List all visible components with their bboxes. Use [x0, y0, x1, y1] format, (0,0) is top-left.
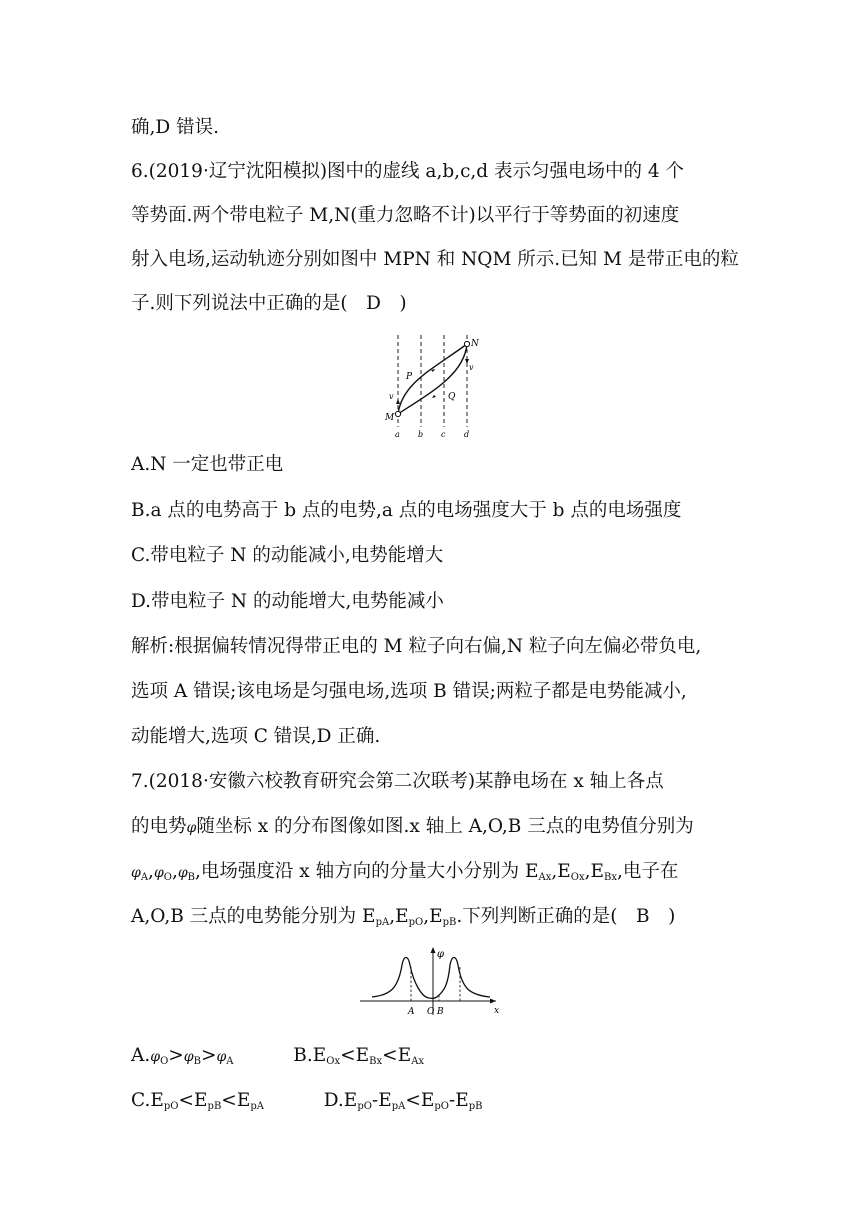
option-c: $C.E_{pO}<E_{pB}<E_{pA}$ — [131, 1090, 264, 1112]
option-a: $A.\varphi_O>\varphi_B>\varphi_A$ — [131, 1045, 234, 1067]
label-n: N — [471, 339, 479, 349]
option-b: B.a 点的电势高于 b 点的电势,a 点的电场强度大于 b 点的电场强度 — [131, 500, 682, 521]
figure-potential-graph — [358, 945, 506, 1019]
label-q: Q — [448, 392, 456, 402]
option-a: A.N 一定也带正电 — [131, 454, 284, 475]
figure-trajectories — [378, 333, 488, 441]
text-line: 的电势φ随坐标 x 的分布图像如图.x 轴上 A,O,B 三点的电势值分别为 — [131, 816, 694, 837]
label-b: b — [418, 430, 424, 439]
text-line: 确,D 错误. — [131, 117, 219, 138]
option-d: D.带电粒子 N 的动能增大,电势能减小 — [131, 591, 444, 612]
axis-x: x — [494, 1006, 500, 1016]
svg-text:v: v — [389, 392, 394, 401]
option-d: $D.E_{pO}-E_{pA}<E_{pO}-E_{pB}$ — [323, 1090, 483, 1112]
analysis-text: 动能增大,选项 C 错误,D 正确. — [131, 726, 381, 747]
option-b: $B.E_{Ox}<E_{Bx}<E_{Ax}$ — [293, 1045, 425, 1067]
axis-phi: φ — [437, 949, 445, 960]
text-line: 射入电场,运动轨迹分别如图中 MPN 和 NQM 所示.已知 M 是带正电的粒 — [131, 249, 739, 270]
text-line: 等势面.两个带电粒子 M,N(重力忽略不计)以平行于等势面的初速度 — [131, 205, 680, 226]
options-row-2 — [131, 1088, 800, 1120]
label-b: B — [437, 1007, 444, 1017]
label-p: P — [406, 372, 413, 382]
label-d: d — [464, 430, 470, 439]
label-a: A — [408, 1007, 415, 1017]
options-row-1 — [131, 1043, 800, 1075]
label-a: a — [395, 430, 400, 439]
option-c: C.带电粒子 N 的动能减小,电势能增大 — [131, 545, 444, 566]
question-7-stem: 7.(2018·安徽六校教育研究会第二次联考)某静电场在 x 轴上各点 — [131, 771, 664, 792]
question-6-stem: 6.(2019·辽宁沈阳模拟)图中的虚线 a,b,c,d 表示匀强电场中的 4 个 — [131, 161, 685, 182]
analysis-text: 解析:根据偏转情况得带正电的 M 粒子向右偏,N 粒子向左偏必带负电, — [131, 636, 702, 657]
label-c: c — [441, 430, 446, 439]
text-line: A,O,B 三点的电势能分别为 $E_{pA},E_{pO},E_{pB}$.下列判断正确的是( B ) — [131, 906, 676, 928]
label-m: M — [385, 413, 395, 423]
svg-text:v: v — [469, 363, 474, 372]
text-line: $\varphi_A,\varphi_O,\varphi_B$,电场强度沿 x 轴方向的分量大小分别为 $E_{Ax},E_{Ox},E_{Bx}$,电子在 — [131, 861, 679, 883]
analysis-text: 选项 A 错误;该电场是匀强电场,选项 B 错误;两粒子都是电势能减小, — [131, 681, 687, 702]
label-o: O — [427, 1007, 435, 1017]
text-line: 子.则下列说法中正确的是( D ) — [131, 293, 407, 314]
potential-curve — [372, 958, 490, 999]
